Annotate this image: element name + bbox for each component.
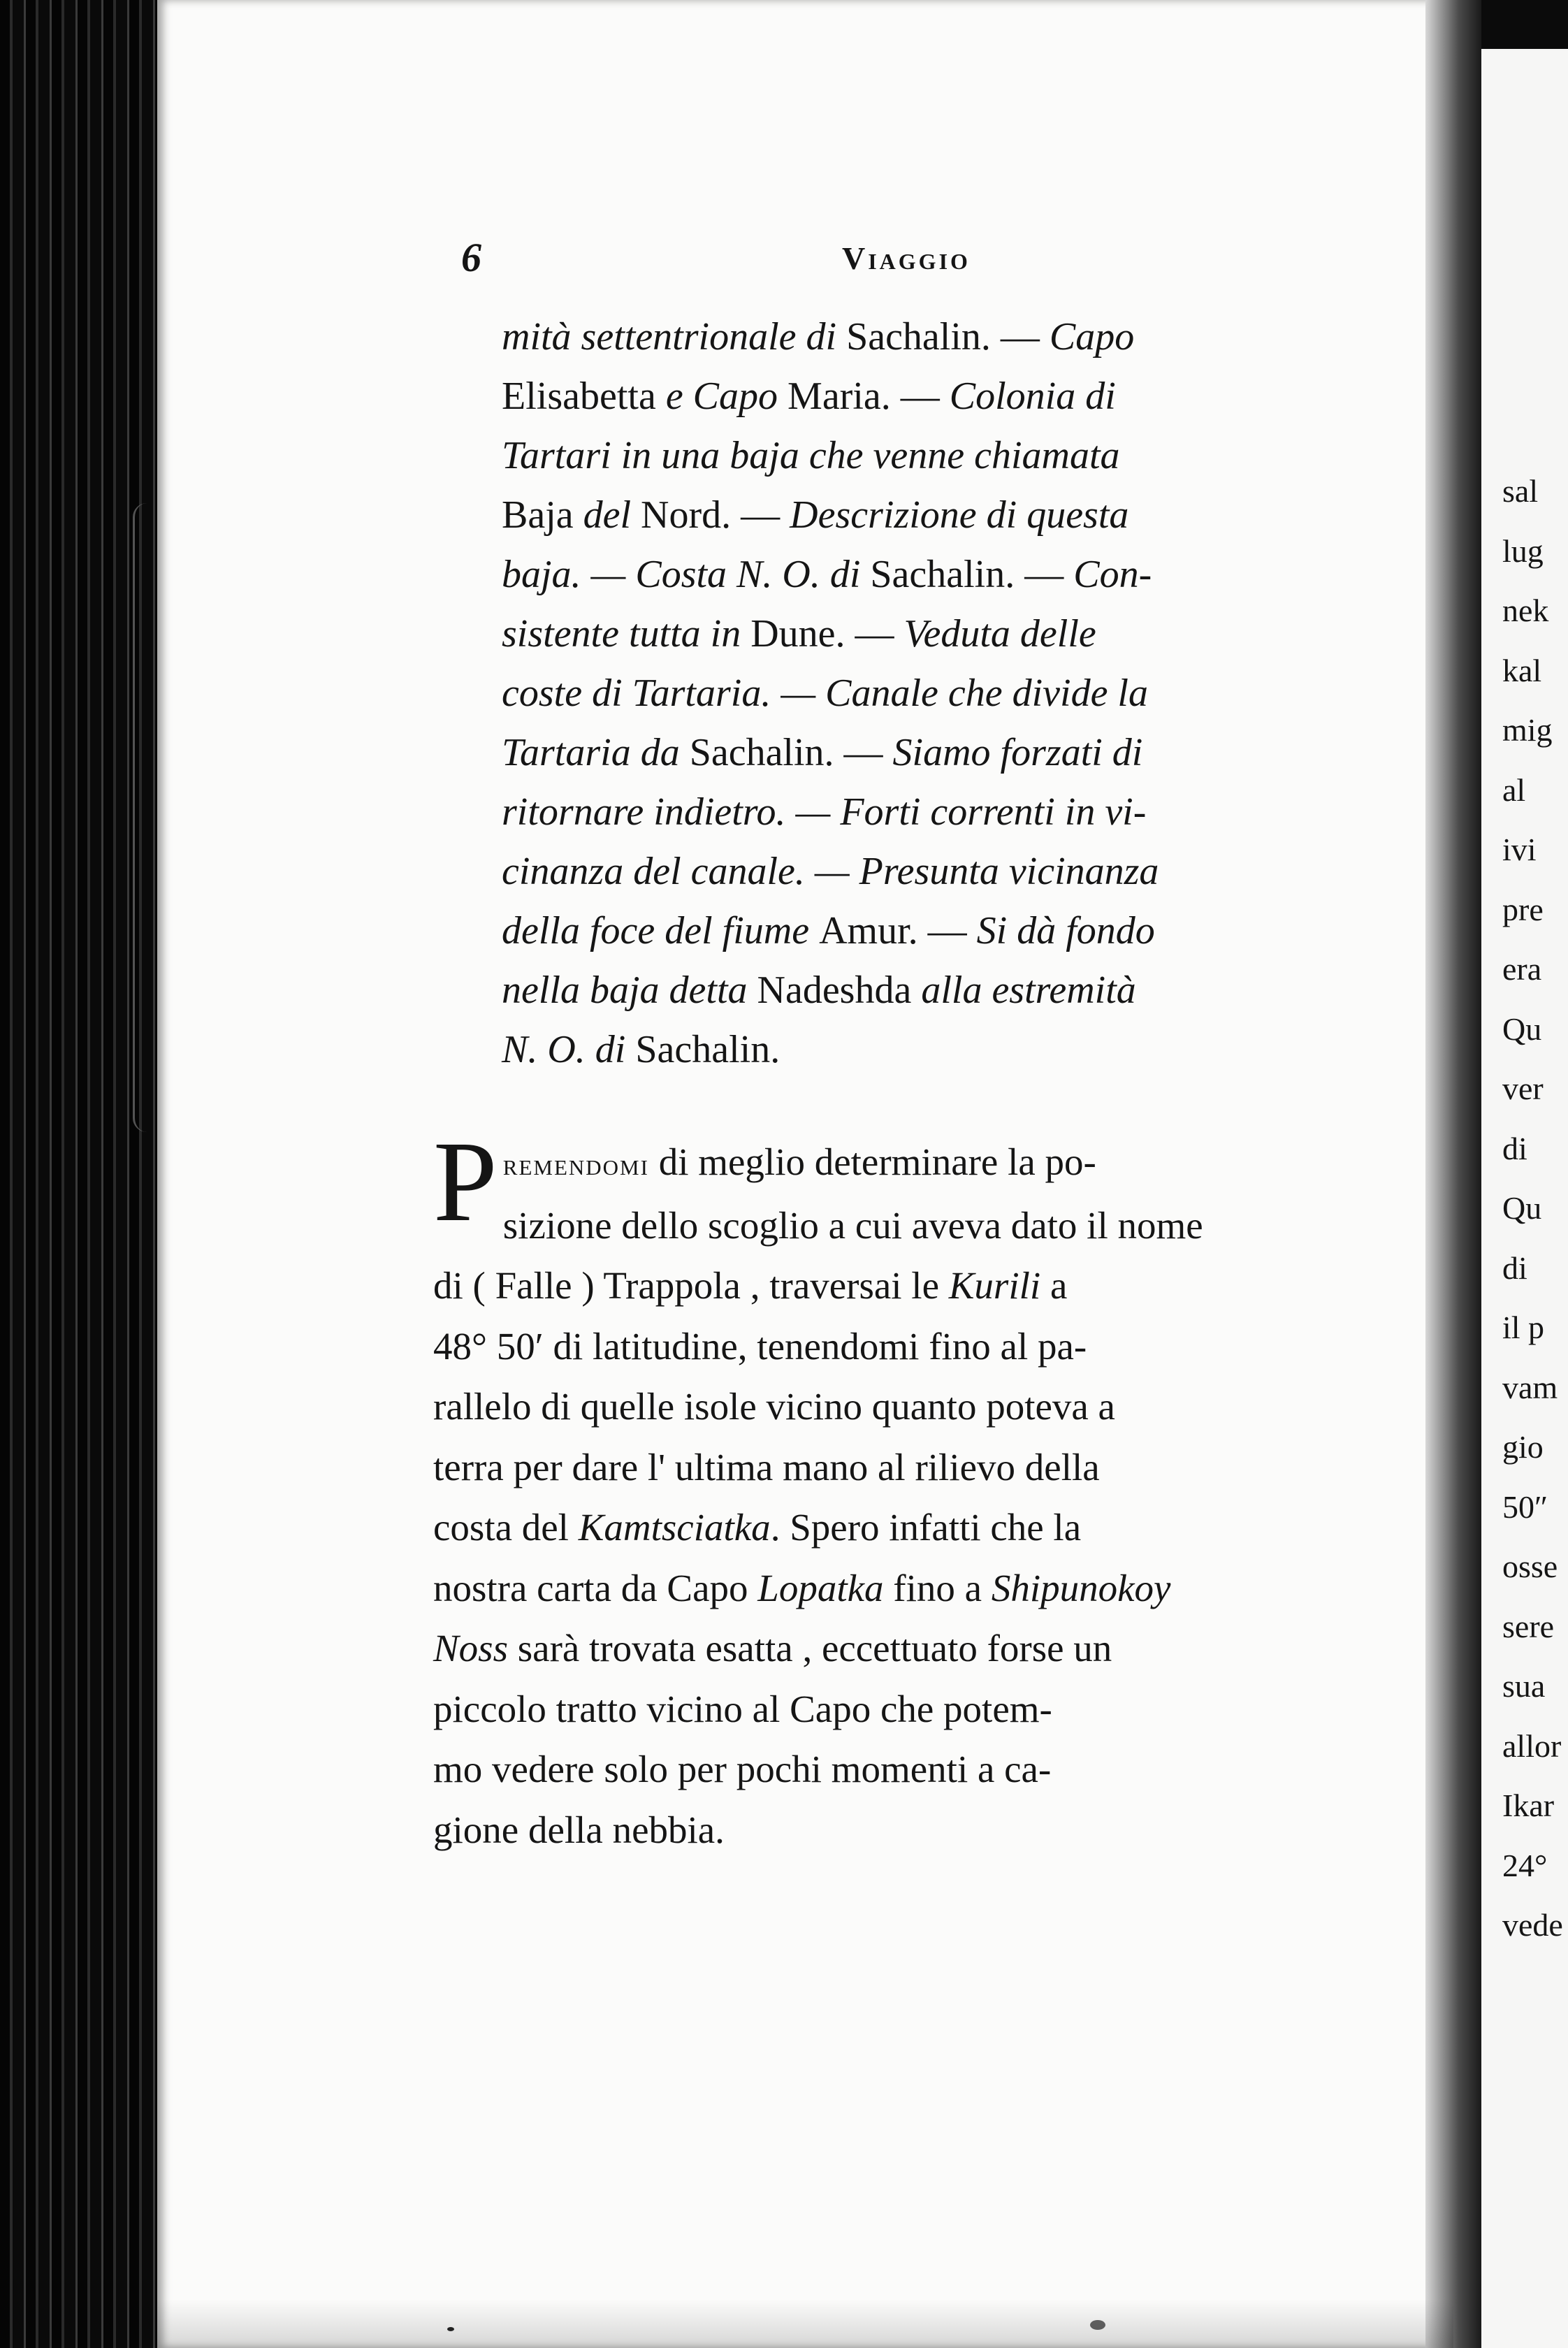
body-segment: terra per dare l' ultima mano al rilievo della bbox=[433, 1445, 1100, 1488]
facing-fragment: vam bbox=[1502, 1369, 1558, 1405]
summary-line bbox=[502, 604, 1386, 664]
facing-fragment: 24° bbox=[1502, 1847, 1548, 1883]
body-segment: Shipunokoy bbox=[991, 1566, 1171, 1609]
body-line bbox=[433, 1506, 1081, 1549]
summary-segment: e Capo bbox=[665, 375, 788, 418]
facing-fragment: allor bbox=[1502, 1727, 1562, 1764]
page-fold-shadow bbox=[1425, 0, 1481, 2348]
facing-fragment: sua bbox=[1502, 1668, 1546, 1704]
summary-line bbox=[502, 783, 1386, 842]
body-segment: Kamtsciatka bbox=[578, 1506, 771, 1549]
summary-segment: Sachalin. — bbox=[689, 731, 893, 774]
body-line bbox=[433, 1385, 1115, 1428]
summary-line bbox=[502, 842, 1386, 901]
summary-segment: nella baja detta bbox=[502, 969, 757, 1012]
body-line bbox=[503, 1204, 1203, 1247]
summary-segment: Colonia di bbox=[949, 375, 1116, 418]
facing-fragment: kal bbox=[1502, 652, 1542, 688]
summary-segment: Descrizione di questa bbox=[790, 493, 1129, 537]
body-segment: di ( Falle ) Trappola , traversai le bbox=[433, 1264, 949, 1307]
facing-fragment: sere bbox=[1502, 1608, 1555, 1644]
facing-fragment: Qu bbox=[1502, 1190, 1542, 1226]
body-line bbox=[649, 1140, 1096, 1183]
facing-fragment: Qu bbox=[1502, 1010, 1542, 1047]
summary-line bbox=[502, 1020, 1386, 1080]
body-segment: sarà trovata esatta , eccettuato forse un bbox=[508, 1627, 1112, 1669]
facing-fragment: di bbox=[1502, 1249, 1527, 1286]
body-line bbox=[433, 1264, 1067, 1307]
summary-segment: Capo bbox=[1049, 315, 1135, 358]
facing-fragment: osse bbox=[1502, 1549, 1558, 1584]
summary-segment: Veduta delle bbox=[903, 612, 1096, 655]
scan-speck bbox=[447, 2327, 454, 2331]
summary-segment: della foce del fiume bbox=[502, 909, 820, 952]
body-line bbox=[433, 1809, 725, 1851]
summary-segment: ritornare indietro. — Forti correnti in vi- bbox=[502, 790, 1147, 834]
facing-page-edge bbox=[1481, 49, 1568, 2348]
body-segment: Noss bbox=[433, 1627, 508, 1669]
body-line bbox=[433, 1325, 1087, 1368]
facing-fragment: mig bbox=[1502, 712, 1553, 748]
summary-segment: Siamo forzati di bbox=[892, 731, 1143, 774]
facing-page-text-fragments bbox=[1502, 461, 1568, 1955]
summary-segment: alla estremità bbox=[921, 969, 1136, 1012]
summary-line bbox=[502, 664, 1386, 723]
summary-line bbox=[502, 961, 1386, 1020]
summary-segment: Dune. — bbox=[750, 612, 904, 655]
body-segment: Kurili bbox=[948, 1264, 1041, 1307]
page-header bbox=[461, 234, 1391, 290]
summary-segment: Con- bbox=[1073, 553, 1152, 596]
summary-line bbox=[502, 426, 1386, 486]
facing-fragment: nek bbox=[1502, 593, 1549, 628]
body-segment: rallelo di quelle isole vicino quanto poteva a bbox=[433, 1385, 1115, 1428]
scan-speck bbox=[1090, 2320, 1105, 2330]
body-segment: sizione dello scoglio a cui aveva dato il nome bbox=[502, 1203, 1203, 1247]
summary-segment: Elisabetta bbox=[502, 375, 666, 418]
page-bottom-shade bbox=[157, 2299, 1453, 2348]
body-segment: a bbox=[1040, 1264, 1068, 1307]
facing-fragment: lug bbox=[1502, 532, 1544, 569]
summary-segment: Sachalin. bbox=[635, 1028, 781, 1071]
summary-segment: N. O. di bbox=[502, 1028, 636, 1071]
body-segment: di meglio determinare la po- bbox=[648, 1140, 1096, 1183]
summary-segment: Maria. — bbox=[787, 375, 950, 418]
facing-fragment: sal bbox=[1502, 473, 1539, 509]
facing-fragment: ivi bbox=[1502, 832, 1537, 867]
summary-line bbox=[502, 545, 1386, 604]
summary-segment: Nord. — bbox=[641, 493, 790, 537]
summary-segment: Si dà fondo bbox=[976, 909, 1155, 952]
body-segment: Lopatka bbox=[757, 1566, 884, 1609]
summary-segment: cinanza del canale. — Presunta vicinanza bbox=[502, 850, 1159, 893]
summary-segment: coste di Tartaria. — Canale che divide la bbox=[502, 672, 1148, 715]
body-line bbox=[433, 1688, 1052, 1730]
body-segment: . Spero infatti che la bbox=[770, 1506, 1082, 1549]
facing-fragment: di bbox=[1502, 1130, 1527, 1166]
summary-segment: Tartari in una baja che venne chiamata bbox=[502, 434, 1120, 477]
summary-segment: sistente tutta in bbox=[502, 612, 751, 655]
summary-segment: Tartaria da bbox=[502, 731, 690, 774]
facing-fragment: era bbox=[1502, 951, 1542, 987]
body-line bbox=[433, 1446, 1100, 1488]
body-segment: gione della nebbia. bbox=[433, 1808, 725, 1851]
lead-small-caps: remendomi bbox=[502, 1147, 649, 1182]
summary-segment: del bbox=[583, 493, 641, 537]
body-segment: costa del bbox=[433, 1506, 579, 1549]
book-binding bbox=[0, 0, 161, 2348]
summary-segment: baja. — Costa N. O. di bbox=[502, 553, 871, 596]
facing-fragment: gio bbox=[1502, 1429, 1544, 1465]
summary-segment: Sachalin. — bbox=[870, 553, 1074, 596]
summary-line bbox=[502, 901, 1386, 961]
facing-fragment: ver bbox=[1502, 1071, 1544, 1106]
summary-segment: Nadeshda bbox=[757, 969, 922, 1012]
facing-fragment: pre bbox=[1502, 891, 1544, 927]
body-line bbox=[433, 1627, 1112, 1669]
body-line bbox=[433, 1748, 1051, 1790]
body-segment: fino a bbox=[883, 1566, 992, 1609]
page-number: 6 bbox=[461, 235, 481, 280]
summary-line bbox=[502, 367, 1386, 426]
summary-line bbox=[502, 486, 1386, 545]
body-segment: 48° 50′ di latitudine, tenendomi fino al pa- bbox=[433, 1324, 1087, 1368]
summary-line bbox=[502, 307, 1386, 367]
drop-cap: P bbox=[433, 1117, 498, 1245]
facing-fragment: Ikar bbox=[1502, 1788, 1555, 1823]
summary-segment: Baja bbox=[502, 493, 583, 537]
body-segment: piccolo tratto vicino al Capo che potem- bbox=[433, 1687, 1052, 1730]
summary-segment: mità settentrionale di bbox=[502, 315, 847, 358]
body-paragraph bbox=[433, 1117, 1387, 1860]
body-segment: mo vedere solo per pochi momenti a ca- bbox=[433, 1748, 1052, 1790]
body-segment: nostra carta da Capo bbox=[433, 1566, 758, 1609]
summary-segment: Amur. — bbox=[819, 909, 977, 952]
facing-fragment: 50″ bbox=[1502, 1488, 1548, 1525]
facing-fragment: vede bbox=[1502, 1907, 1563, 1943]
chapter-summary bbox=[502, 307, 1386, 1080]
summary-segment: Sachalin. — bbox=[846, 315, 1050, 358]
body-line bbox=[433, 1567, 1170, 1609]
facing-fragment: il p bbox=[1502, 1310, 1545, 1345]
summary-line bbox=[502, 723, 1386, 783]
facing-fragment: al bbox=[1502, 771, 1526, 808]
running-head: Viaggio bbox=[842, 240, 971, 276]
binding-edge-curve bbox=[133, 503, 163, 1132]
